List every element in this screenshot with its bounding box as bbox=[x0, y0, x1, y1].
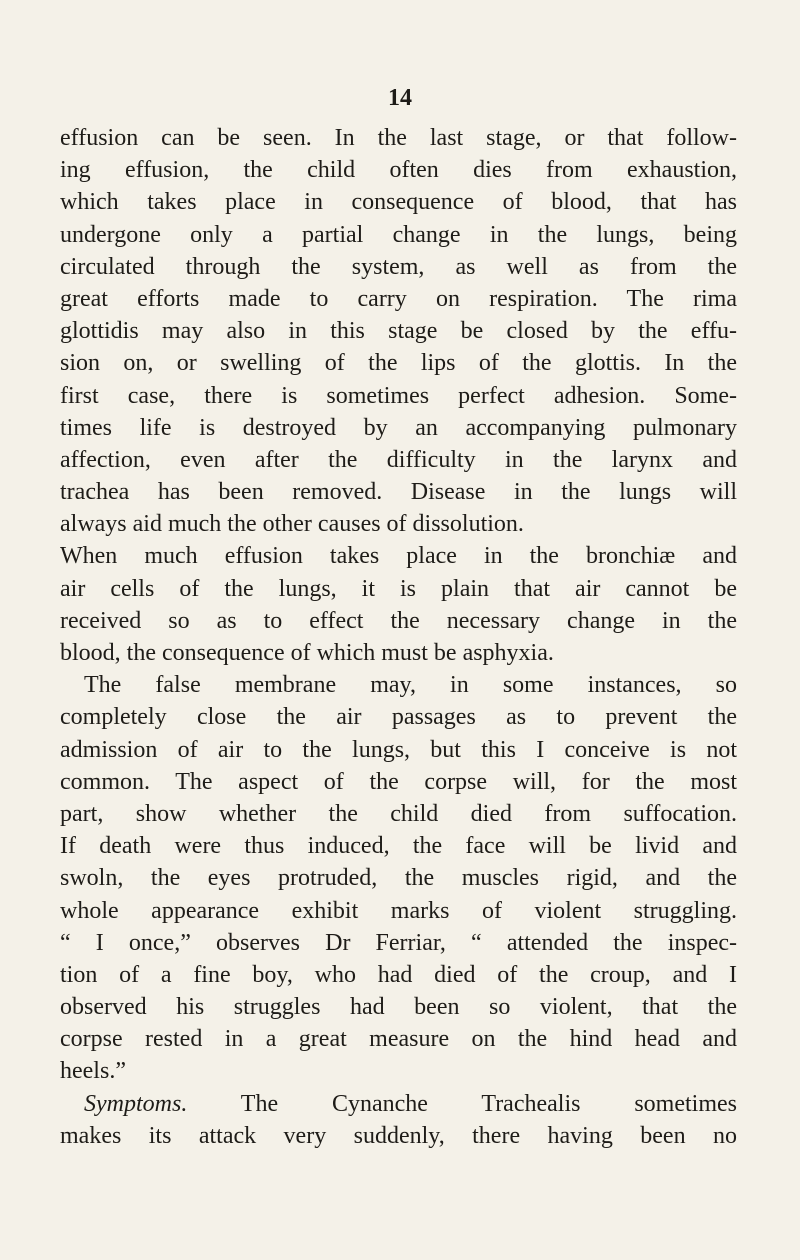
text-line: common. The aspect of the corpse will, for the most bbox=[60, 768, 737, 795]
text-line: whole appearance exhibit marks of violent struggling. bbox=[60, 897, 737, 924]
text-line: circulated through the system, as well as from the bbox=[60, 253, 737, 280]
text-line: sion on, or swelling of the lips of the glottis. In the bbox=[60, 350, 737, 377]
text-line: makes its attack very suddenly, there having been no bbox=[60, 1122, 737, 1149]
text-line: undergone only a partial change in the lungs, being bbox=[60, 221, 737, 248]
text-line: always aid much the other causes of dissolution. bbox=[60, 511, 524, 538]
text-line: times life is destroyed by an accompanying pulmonary bbox=[60, 414, 737, 441]
text-line: glottidis may also in this stage be closed by the effu- bbox=[60, 318, 737, 345]
symptoms-line bbox=[60, 1088, 737, 1120]
text-line: effusion can be seen. In the last stage, or that follow- bbox=[60, 125, 737, 151]
text-line: great efforts made to carry on respiration. The rima bbox=[60, 285, 737, 312]
text-line: If death were thus induced, the face will be livid and bbox=[60, 833, 737, 860]
text-line: affection, even after the difficulty in the larynx and bbox=[60, 446, 737, 473]
symptoms-text: The Cynanche Trachealis sometimes bbox=[240, 1090, 737, 1117]
text-line: which takes place in consequence of blood, that has bbox=[60, 189, 737, 216]
text-line: part, show whether the child died from suffocation. bbox=[60, 800, 737, 827]
body-text bbox=[60, 122, 737, 1152]
text-line: admission of air to the lungs, but this I conceive is not bbox=[60, 736, 737, 763]
text-line: corpse rested in a great measure on the hind head and bbox=[60, 1026, 737, 1053]
text-line: trachea has been removed. Disease in the lungs will bbox=[60, 479, 737, 506]
text-line: tion of a fine boy, who had died of the croup, and I bbox=[60, 961, 737, 988]
text-line: air cells of the lungs, it is plain that air cannot be bbox=[60, 575, 737, 602]
text-line: first case, there is sometimes perfect adhesion. Some- bbox=[60, 382, 737, 409]
symptoms-heading: Symptoms. bbox=[84, 1090, 188, 1117]
text-line: received so as to effect the necessary change in the bbox=[60, 607, 737, 634]
text-line: ing effusion, the child often dies from exhaustion, bbox=[60, 157, 737, 184]
text-line: observed his struggles had been so violent, that the bbox=[60, 994, 737, 1021]
text-line: “ I once,” observes Dr Ferriar, “ attended the inspec- bbox=[60, 929, 737, 956]
text-line: blood, the consequence of which must be asphyxia. bbox=[60, 640, 554, 666]
text-line: The false membrane may, in some instances, so bbox=[84, 672, 737, 699]
page-number: 14 bbox=[388, 85, 412, 111]
text-line: completely close the air passages as to prevent the bbox=[60, 704, 737, 731]
text-line: When much effusion takes place in the bronchiæ and bbox=[60, 543, 737, 570]
text-line: swoln, the eyes protruded, the muscles rigid, and the bbox=[60, 865, 737, 892]
text-line: heels.” bbox=[60, 1058, 126, 1085]
